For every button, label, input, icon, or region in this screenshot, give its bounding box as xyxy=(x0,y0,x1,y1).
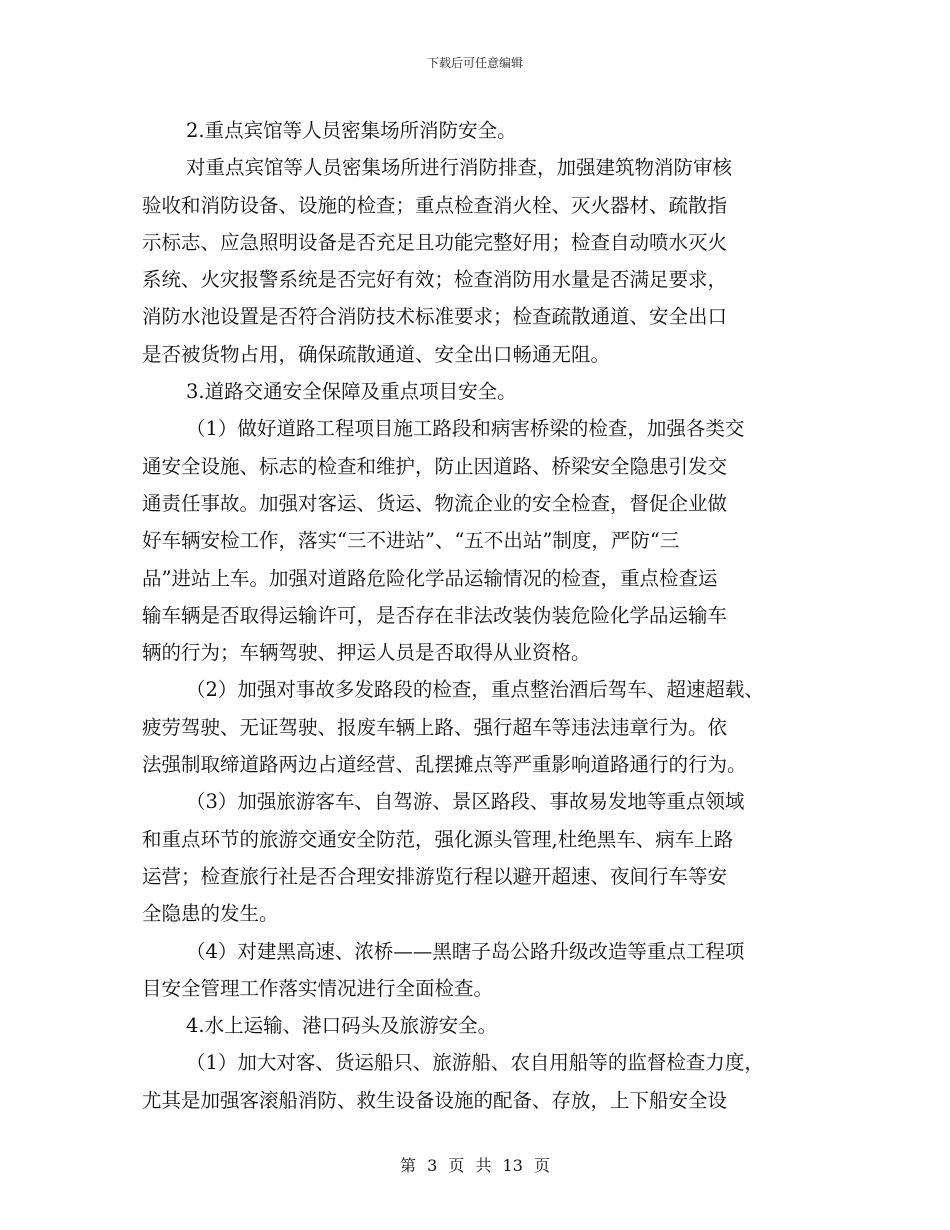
text-line: 疲劳驾驶、无证驾驶、报废车辆上路、强行超车等违法违章行为。依 xyxy=(142,715,728,739)
text-line: 输车辆是否取得运输许可，是否存在非法改装伪装危险化学品运输车 xyxy=(142,603,728,627)
text-line: 4.水上运输、港口码头及旅游安全。 xyxy=(186,1014,498,1038)
text-line: 3.道路交通安全保障及重点项目安全。 xyxy=(186,380,517,404)
document-body xyxy=(142,112,842,1119)
text-line: 和重点环节的旅游交通安全防范，强化源头管理,杜绝黑车、病车上路 xyxy=(142,827,734,851)
text-line: （3）加强旅游客车、自驾游、景区路段、事故易发地等重点领域 xyxy=(186,790,745,814)
text-line: 通安全设施、标志的检查和维护，防止因道路、桥梁安全隐患引发交 xyxy=(142,454,728,478)
text-line: 法强制取缔道路两边占道经营、乱摆摊点等严重影响道路通行的行为。 xyxy=(142,753,747,777)
text-line: （4）对建黑高速、浓桥——黑瞎子岛公路升级改造等重点工程项 xyxy=(186,939,745,963)
text-line: 系统、火灾报警系统是否完好有效；检查消防用水量是否满足要求， xyxy=(142,268,728,292)
text-line: 示标志、应急照明设备是否充足且功能完整好用；检查自动喷水灭火 xyxy=(142,230,728,254)
text-line: 好车辆安检工作，落实“三不进站”、“五不出站”制度，严防“三 xyxy=(142,529,680,553)
text-line: 运营；检查旅行社是否合理安排游览行程以避开超速、夜间行车等安 xyxy=(142,864,728,888)
text-line: 目安全管理工作落实情况进行全面检查。 xyxy=(142,976,494,1000)
text-line: 是否被货物占用，确保疏散通道、安全出口畅通无阻。 xyxy=(142,342,611,366)
text-line: 2.重点宾馆等人员密集场所消防安全。 xyxy=(186,119,517,142)
page-header: 下载后可任意编辑 xyxy=(426,56,523,70)
text-line: （2）加强对事故多发路段的检查，重点整治酒后驾车、超速超载、 xyxy=(186,678,764,702)
text-line: 验收和消防设备、设施的检查；重点检查消火栓、灭火器材、疏散指 xyxy=(142,193,728,217)
text-line: （1）加大对客、货运船只、旅游船、农自用船等的监督检查力度， xyxy=(186,1051,764,1075)
page-footer: 第 3 页 共 13 页 xyxy=(400,1156,550,1175)
text-line: 通责任事故。加强对客运、货运、物流企业的安全检查，督促企业做 xyxy=(142,491,728,515)
text-line: 全隐患的发生。 xyxy=(142,902,279,926)
text-line: 品”进站上车。加强对道路危险化学品运输情况的检查，重点检查运 xyxy=(142,566,718,590)
text-line: 尤其是加强客滚船消防、救生设备设施的配备、存放，上下船安全设 xyxy=(142,1088,728,1112)
text-line: 对重点宾馆等人员密集场所进行消防排查，加强建筑物消防审核 xyxy=(186,156,733,180)
text-line: 辆的行为；车辆驾驶、押运人员是否取得从业资格。 xyxy=(142,641,591,665)
text-line: 消防水池设置是否符合消防技术标准要求；检查疏散通道、安全出口 xyxy=(142,305,728,329)
text-line: （1）做好道路工程项目施工路段和病害桥梁的检查，加强各类交 xyxy=(186,417,745,441)
